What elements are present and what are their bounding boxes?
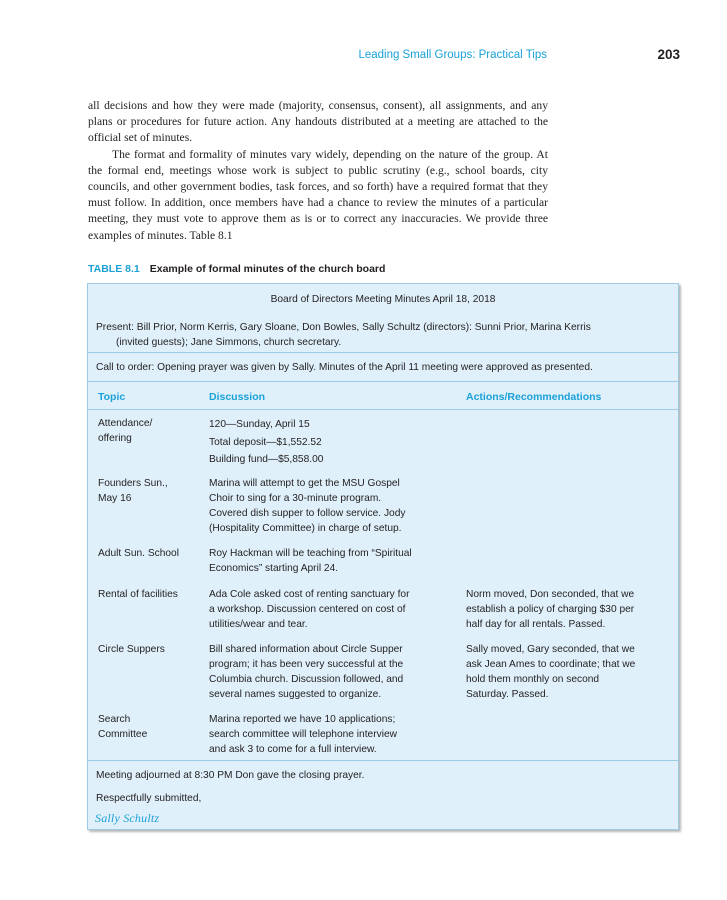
cell-line: Sally moved, Gary seconded, that we xyxy=(466,644,635,655)
discussion-cell xyxy=(209,642,452,702)
divider xyxy=(88,760,678,761)
cell-line: utilities/wear and tear. xyxy=(209,619,308,630)
cell-line: several names suggested to organize. xyxy=(209,689,382,700)
cell-line: Committee xyxy=(98,729,148,740)
topic-cell xyxy=(98,546,203,561)
cell-line: search committee will telephone interview xyxy=(209,729,397,740)
table-title: Board of Directors Meeting Minutes April 18, 2018 xyxy=(270,294,496,305)
table-number: TABLE 8.1 xyxy=(88,263,140,275)
text-line: school boards, city councils, and other government bodies, task forces, and so forth) xyxy=(88,163,548,194)
call-to-order: Call to order: Opening prayer was given by Sally. Minutes of the April 11 meeting were approved as presented. xyxy=(96,362,593,373)
text-line: all decisions and how they were made (majority, consensus, consent), all assignments, xyxy=(88,99,506,112)
topic-cell xyxy=(98,642,203,657)
signature: Sally Schultz xyxy=(95,811,160,825)
cell-line: Covered dish supper to follow service. Jody xyxy=(209,508,406,519)
cell-line: Marina will attempt to get the MSU Gospel xyxy=(209,478,400,489)
paragraph-1 xyxy=(88,98,548,147)
minutes-table xyxy=(87,283,679,830)
cell-line: Attendance/ xyxy=(98,418,153,429)
attendees xyxy=(96,320,686,350)
discussion-cell xyxy=(209,476,452,536)
cell-line: Total deposit—$1,552.52 xyxy=(209,436,322,448)
cell-line: Circle Suppers xyxy=(98,644,165,655)
page-number: 203 xyxy=(657,47,680,62)
discussion-cell xyxy=(209,416,452,469)
column-header-topic: Topic xyxy=(98,391,126,403)
running-head xyxy=(0,47,727,65)
cell-line: Founders Sun., xyxy=(98,478,168,489)
table-caption-text: Example of formal minutes of the church board xyxy=(149,263,386,275)
cell-line: program; it has been very successful at the xyxy=(209,659,404,670)
cell-line: Economics” starting April 24. xyxy=(209,563,339,574)
cell-line: establish a policy of charging $30 per xyxy=(466,604,635,615)
cell-line: 120—Sunday, April 15 xyxy=(209,419,310,430)
actions-cell xyxy=(466,642,671,702)
divider xyxy=(88,352,678,353)
cell-line: hold them monthly on second xyxy=(466,674,600,685)
cell-line: Search xyxy=(98,714,131,725)
cell-line: (Hospitality Committee) in charge of setup. xyxy=(209,523,402,534)
cell-line: a workshop. Discussion centered on cost of xyxy=(209,604,406,615)
text-line: are attached to the official set of minutes. xyxy=(88,115,549,145)
cell-line: Marina reported we have 10 applications; xyxy=(209,714,396,725)
cell-line: Saturday. Passed. xyxy=(466,689,549,700)
cell-line: Adult Sun. School xyxy=(98,548,179,559)
cell-line: Bill shared information about Circle Supper xyxy=(209,644,403,655)
cell-line: Norm moved, Don seconded, that we xyxy=(466,589,635,600)
submission-note: Respectfully submitted, xyxy=(96,793,202,804)
cell-line: and ask 3 to come for a full interview. xyxy=(209,744,377,755)
cell-line: Choir to sing for a 30-minute program. xyxy=(209,493,382,504)
column-header-discussion: Discussion xyxy=(209,391,266,403)
text-line: group. At the formal end, meetings whose work is subject to public scrutiny (e.g., xyxy=(88,147,548,177)
text-line: have a required format that they must follow. In addition, once members have had a xyxy=(88,180,548,210)
cell-line: Ada Cole asked cost of renting sanctuary for xyxy=(209,589,410,600)
body-text xyxy=(88,98,548,244)
divider xyxy=(88,381,678,382)
attendees-line: (invited guests); Jane Simmons, church secretary. xyxy=(116,337,342,348)
cell-line: Rental of facilities xyxy=(98,589,178,600)
discussion-cell xyxy=(209,546,452,576)
cell-line: Columbia church. Discussion followed, and xyxy=(209,674,404,685)
table-caption xyxy=(88,263,385,275)
topic-cell xyxy=(98,587,203,602)
text-line: and any plans or procedures for future action. Any handouts distributed at a meeting xyxy=(88,99,548,129)
cell-line: Roy Hackman will be teaching from “Spiritual xyxy=(209,548,412,559)
text-line: chance to review the minutes of a particular meeting, they must vote to approve them xyxy=(88,196,548,226)
cell-line: Building fund—$5,858.00 xyxy=(209,454,324,465)
cell-line: offering xyxy=(98,433,132,444)
column-header-actions: Actions/Recommendations xyxy=(466,391,602,403)
cell-line: half day for all rentals. Passed. xyxy=(466,619,606,630)
cell-line: May 16 xyxy=(98,493,132,504)
topic-cell xyxy=(98,476,203,506)
text-line: as is or to correct any inaccuracies. We provide three examples of minutes. Table 8.1 xyxy=(88,212,548,242)
attendees-line: Present: Bill Prior, Norm Kerris, Gary Sloane, Don Bowles, Sally Schultz (directors): Sunni Prior, Marina Kerris xyxy=(96,322,591,333)
discussion-cell xyxy=(209,587,452,632)
running-title: Leading Small Groups: Practical Tips xyxy=(358,49,547,61)
discussion-cell xyxy=(209,712,452,757)
cell-line: ask Jean Ames to coordinate; that we xyxy=(466,659,636,670)
topic-cell xyxy=(98,416,203,446)
divider xyxy=(88,409,678,410)
topic-cell xyxy=(98,712,203,742)
adjournment-note: Meeting adjourned at 8:30 PM Don gave the closing prayer. xyxy=(96,770,365,781)
paragraph-2 xyxy=(88,147,548,244)
actions-cell xyxy=(466,587,671,632)
text-line: The format and formality of minutes vary widely, depending on the nature of the xyxy=(112,147,500,161)
